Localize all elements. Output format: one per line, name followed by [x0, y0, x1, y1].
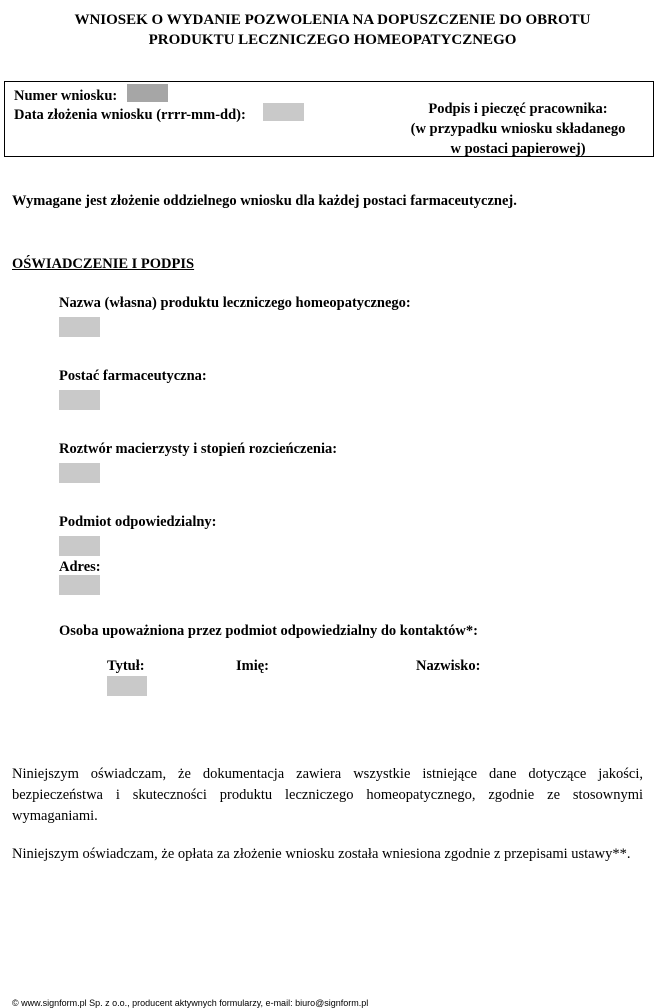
pharmaceutical-form-field[interactable]	[59, 390, 100, 410]
title-line-1: WNIOSEK O WYDANIE POZWOLENIA NA DOPUSZCZENIE DO OBROTU	[74, 12, 591, 28]
signature-line-1: Podpis i pieczęć pracownika:	[428, 101, 608, 117]
submission-date-field[interactable]	[263, 103, 304, 121]
product-name-label: Nazwa (własna) produktu leczniczego homeopatycznego:	[59, 295, 411, 311]
application-number-label: Numer wniosku:	[14, 88, 118, 104]
pharmaceutical-form-label: Postać farmaceutyczna:	[59, 368, 207, 384]
responsible-entity-label: Podmiot odpowiedzialny:	[59, 514, 217, 530]
contact-last-name-label: Nazwisko:	[416, 658, 481, 674]
contact-title-field[interactable]	[107, 676, 147, 696]
document-title	[0, 10, 665, 50]
stock-dilution-label: Roztwór macierzysty i stopień rozcieńczenia:	[59, 441, 338, 457]
signature-line-2: (w przypadku wniosku składanego	[410, 121, 626, 137]
application-number-field[interactable]	[127, 84, 168, 102]
title-line-2: PRODUKTU LECZNICZEGO HOMEOPATYCZNEGO	[148, 32, 517, 48]
contact-title-label: Tytuł:	[107, 658, 145, 674]
footer-copyright: © www.signform.pl Sp. z o.o., producent aktywnych formularzy, e-mail: biuro@signform.pl	[12, 998, 369, 1008]
contact-first-name-label: Imię:	[236, 658, 270, 674]
contact-person-label: Osoba upoważniona przez podmiot odpowiedzialny do kontaktów*:	[59, 623, 478, 639]
address-label: Adres:	[59, 559, 101, 575]
declaration-documentation: Niniejszym oświadczam, że dokumentacja zawiera wszystkie istniejące dane dotyczące jakości, bezpieczeństwa i skuteczności produktu leczniczego homeopatycznego, zgodnie ze stosownymi wymaganiami.	[12, 766, 643, 824]
stock-dilution-field[interactable]	[59, 463, 100, 483]
submission-date-label: Data złożenia wniosku (rrrr-mm-dd):	[14, 107, 246, 123]
product-name-field[interactable]	[59, 317, 100, 337]
responsible-entity-field[interactable]	[59, 536, 100, 556]
declaration-fee: Niniejszym oświadczam, że opłata za złożenie wniosku została wniesiona zgodnie z przepisami ustawy**.	[12, 846, 631, 862]
employee-signature-note	[400, 99, 636, 159]
address-field[interactable]	[59, 575, 100, 595]
signature-line-3: w postaci papierowej)	[450, 141, 586, 157]
separate-application-notice: Wymagane jest złożenie oddzielnego wniosku dla każdej postaci farmaceutycznej.	[12, 193, 517, 209]
section-heading: OŚWIADCZENIE I PODPIS	[12, 256, 195, 272]
